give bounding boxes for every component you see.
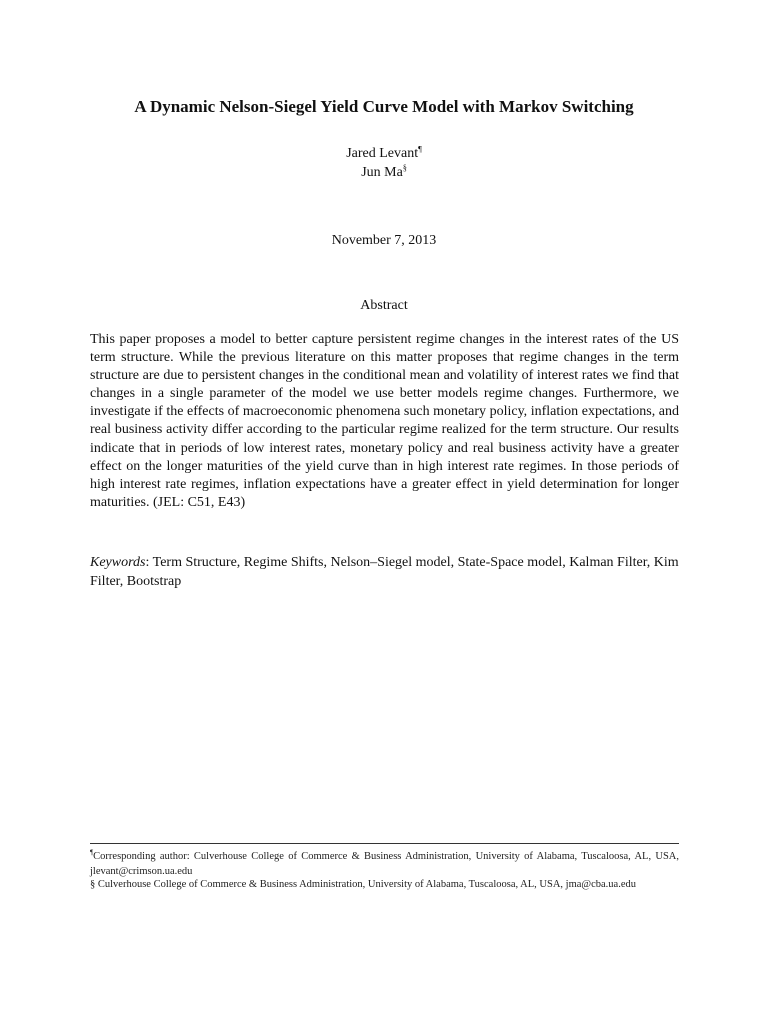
footnote-divider — [90, 843, 679, 844]
keywords-list: : Term Structure, Regime Shifts, Nelson–Siegel model, State-Space model, Kalman Filter, Kim Filter, Bootstrap — [90, 555, 679, 589]
footnote-1-mark: ¶ — [90, 848, 94, 857]
author-1-footnote-mark: ¶ — [418, 144, 422, 154]
footnote-2 — [90, 878, 679, 893]
paper-date: November 7, 2013 — [331, 233, 437, 248]
author-2 — [0, 164, 768, 182]
author-2-name: Jun Ma — [361, 165, 403, 180]
keywords — [90, 554, 679, 591]
abstract-heading: Abstract — [360, 298, 408, 313]
author-1 — [0, 145, 768, 163]
footnote-1-text: Corresponding author: Culverhouse College of Commerce & Business Administration, University of Alabama, Tuscaloosa, AL, USA, jlevant@crimson.ua.edu — [90, 851, 679, 877]
paper-title: A Dynamic Nelson-Siegel Yield Curve Model with Markov Switching — [134, 97, 634, 116]
footnote-2-mark: § — [90, 879, 96, 890]
footnote-2-text: Culverhouse College of Commerce & Business Administration, University of Alabama, Tuscaloosa, AL, USA, jma@cba.ua.edu — [95, 879, 636, 890]
footnote-1 — [90, 850, 679, 879]
author-2-footnote-mark: § — [402, 163, 407, 173]
abstract-body: This paper proposes a model to better capture persistent regime changes in the interest rates of the US term structure. While the previous literature on this matter proposes that regime changes in the term structure are due to persistent changes in the conditional mean and volatility of interest rates we find that changes in a single parameter of the model we use better models regime changes. Furthermore, we investigate if the effects of macroeconomic phenomena such monetary policy, inflation expectations, and real business activity differ according to the particular regime realized for the term structure. Our results indicate that in periods of low interest rates, monetary policy and real business activity have a greater effect on the longer maturities of the yield curve than in high interest rate regimes. In those periods of high interest rate regimes, inflation expectations have a greater effect in yield determination for longer maturities. (JEL: C51, E43) — [90, 332, 679, 510]
keywords-label: Keywords — [90, 555, 146, 570]
author-1-name: Jared Levant — [346, 146, 419, 161]
